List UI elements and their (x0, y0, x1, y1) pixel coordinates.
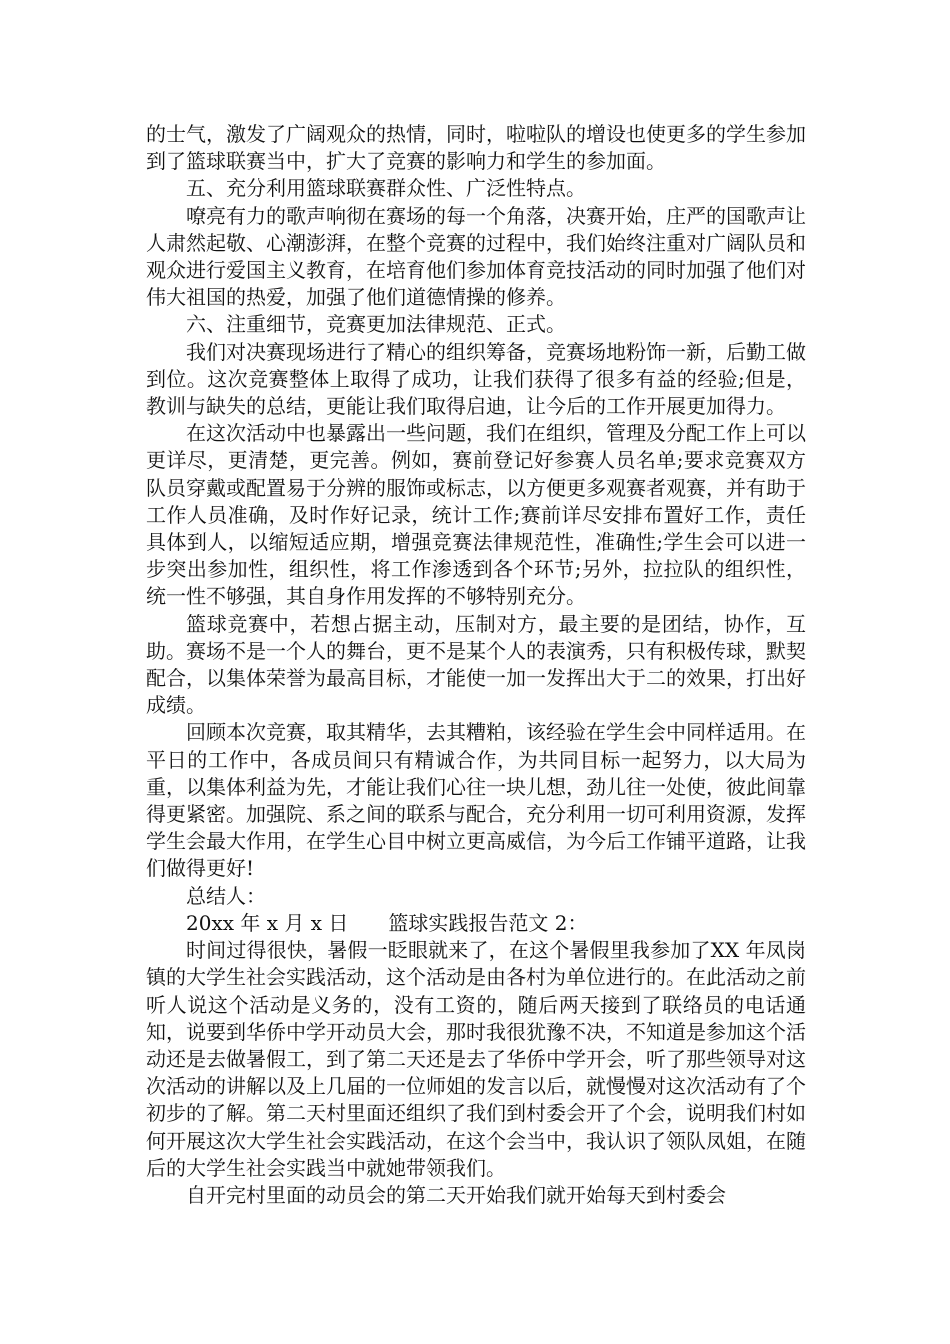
paragraph: 在这次活动中也暴露出一些问题，我们在组织，管理及分配工作上可以更详尽，更清楚，更完善。例如，赛前登记好参赛人员名单;要求竞赛双方队员穿戴或配置易于分辨的服饰或标志，以方便更多观赛者观赛，并有助于工作人员准确，及时作好记录，统计工作;赛前详尽安排布置好工作，责任具体到人，以缩短适应期，增强竞赛法律规范性，准确性;学生会可以进一步突出参加性，组织性，将工作渗透到各个环节;另外，拉拉队的组织性，统一性不够强，其自身作用发挥的不够特别充分。 (146, 421, 806, 609)
paragraph: 篮球竞赛中，若想占据主动，压制对方，最主要的是团结，协作，互助。赛场不是一个人的舞台，更不是某个人的表演秀，只有积极传球，默契配合，以集体荣誉为最高目标，才能使一加一发挥出大于二的效果，打出好成绩。 (146, 611, 806, 718)
paragraph: 嘹亮有力的歌声响彻在赛场的每一个角落，决赛开始，庄严的国歌声让人肃然起敬、心潮澎湃，在整个竞赛的过程中，我们始终注重对广阔队员和观众进行爱国主义教育，在培育他们参加体育竞技活动的同时加强了他们对伟大祖国的热爱，加强了他们道德情操的修养。 (146, 203, 806, 310)
paragraph: 回顾本次竞赛，取其精华，去其糟粕，该经验在学生会中同样适用。在平日的工作中，各成员间只有精诚合作，为共同目标一起努力，以大局为重，以集体利益为先，才能让我们心往一块儿想，劲儿往一处使，彼此间靠得更紧密。加强院、系之间的联系与配合，充分利用一切可利用资源，发挥学生会最大作用，在学生心目中树立更高威信，为今后工作铺平道路，让我们做得更好! (146, 720, 806, 881)
document-body (146, 121, 806, 1209)
section-heading: 五、充分利用篮球联赛群众性、广泛性特点。 (186, 176, 586, 201)
paragraph: 自开完村里面的动员会的第二天开始我们就开始每天到村委会 (186, 1182, 726, 1207)
date-heading-line (146, 910, 806, 937)
report-heading: 篮球实践报告范文 2： (388, 910, 588, 935)
date-text: 20xx 年 x 月 x 日 (186, 910, 349, 935)
paragraph: 的士气，激发了广阔观众的热情，同时，啦啦队的增设也使更多的学生参加到了篮球联赛当中，扩大了竞赛的影响力和学生的参加面。 (146, 122, 806, 174)
signature-label: 总结人： (186, 883, 266, 908)
paragraph: 时间过得很快，暑假一眨眼就来了，在这个暑假里我参加了XX 年凤岗镇的大学生社会实践活动，这个活动是由各村为单位进行的。在此活动之前听人说这个活动是义务的，没有工资的，随后两天接到了联络员的电话通知，说要到华侨中学开动员大会，那时我很犹豫不决，不知道是参加这个活动还是去做暑假工，到了第二天还是去了华侨中学开会，听了那些领导对这次活动的讲解以及上几届的一位师姐的发言以后，就慢慢对这次活动有了个初步的了解。第二天村里面还组织了我们到村委会开了个会，说明我们村如何开展这次大学生社会实践活动，在这个会当中，我认识了领队凤姐，在随后的大学生社会实践当中就她带领我们。 (146, 938, 806, 1180)
paragraph: 我们对决赛现场进行了精心的组织筹备，竞赛场地粉饰一新，后勤工做到位。这次竞赛整体上取得了成功，让我们获得了很多有益的经验;但是，教训与缺失的总结，更能让我们取得启迪，让今后的工作开展更加得力。 (146, 339, 806, 419)
section-heading: 六、注重细节，竞赛更加法律规范、正式。 (186, 312, 566, 337)
